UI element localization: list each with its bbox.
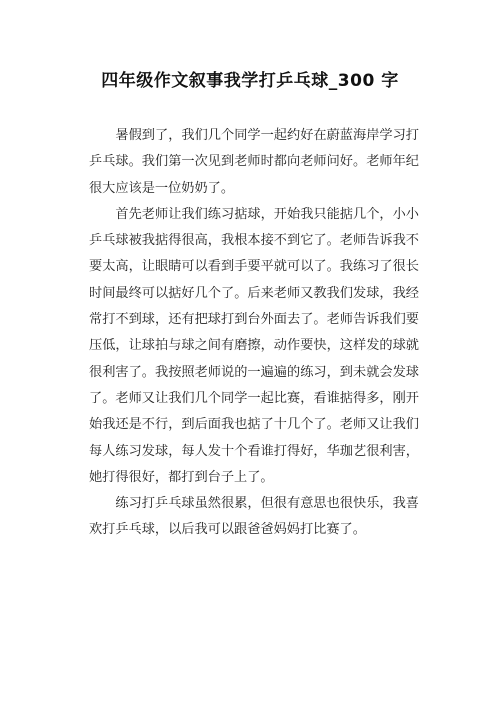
paragraph-2: 首先老师让我们练习掂球，开始我只能掂几个，小小乒乓球被我掂得很高，我根本接不到它了。老师告诉我不要太高，让眼睛可以看到手要平就可以了。我练习了很长时间最终可以掂好几个了。后来老师又教我们发球，我经常打不到球，还有把球打到台外面去了。老师告诉我们要压低，让球拍与球之间有磨擦，动作要快，这样发的球就很利害了。我按照老师说的一遍遍的练习，到未就会发球了。老师又让我们几个同学一起比赛，看谁掂得多，刚开始我还是不行，到后面我也掂了十几个了。老师又让我们每人练习发球，每人发十个看谁打得好，华珈艺很利害，她打得很好，都打到台子上了。 bbox=[89, 206, 419, 485]
document-title: 四年级作文叙事我学打乒乓球_300 字 bbox=[101, 71, 399, 91]
paragraph-3: 练习打乒乓球虽然很累，但很有意思也很快乐，我喜欢打乒乓球，以后我可以跟爸爸妈妈打比赛了。 bbox=[89, 496, 419, 538]
paragraph-1: 暑假到了，我们几个同学一起约好在蔚蓝海岸学习打乒乓球。我们第一次见到老师时都向老师问好。老师年纪很大应该是一位奶奶了。 bbox=[89, 128, 419, 196]
document-body bbox=[89, 123, 419, 544]
